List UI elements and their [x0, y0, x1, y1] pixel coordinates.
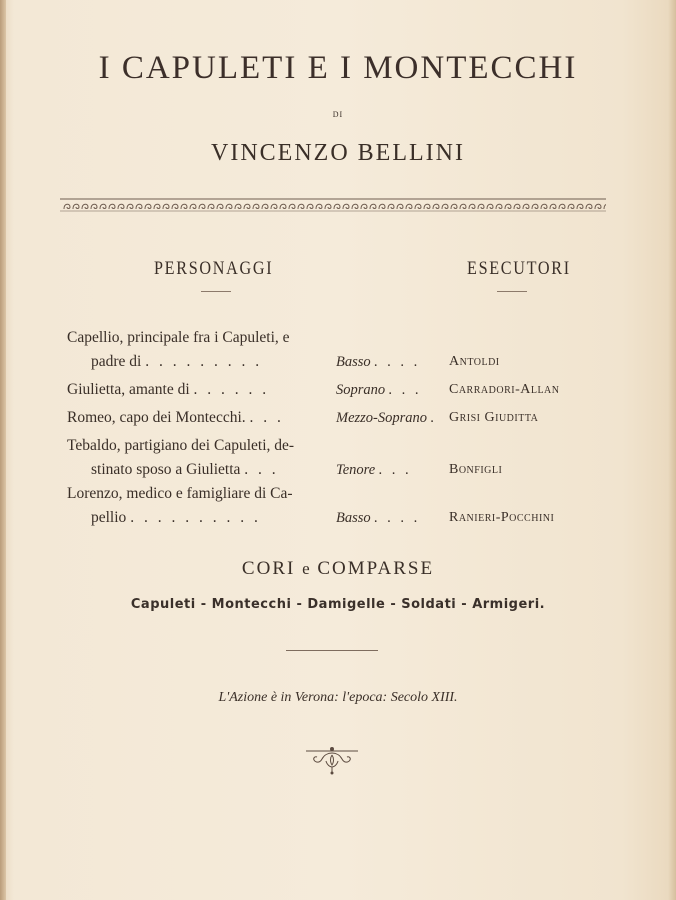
- band-motif: [154, 204, 160, 209]
- role-description: [67, 482, 337, 530]
- band-motif: [469, 204, 475, 209]
- band-motif: [280, 204, 286, 209]
- singer-name: Carradori-Allan: [449, 382, 560, 397]
- band-motif: [289, 204, 295, 209]
- role-desc-line2: [67, 350, 337, 374]
- fleuron-tailpiece-icon: [302, 745, 362, 775]
- personaggi-heading: PERSONAGGI: [154, 258, 274, 279]
- band-motif: [334, 204, 340, 209]
- band-motif: [370, 204, 376, 209]
- page-spine-edge: [0, 0, 6, 900]
- voice-type-text: Tenore: [336, 462, 376, 478]
- band-motif: [442, 204, 448, 209]
- band-motif: [190, 204, 196, 209]
- leader-dots: . . . . . . . . .: [145, 353, 263, 370]
- voice-dots: .: [430, 410, 438, 426]
- voice-type-text: Basso: [336, 510, 371, 526]
- singer-name: Ranieri-Pocchini: [449, 510, 555, 525]
- role-desc-line2-text: stinato sposo a Giulietta: [91, 461, 241, 478]
- role-description: [67, 406, 337, 430]
- role-desc-line2-text: padre di: [91, 353, 142, 370]
- esecutori-heading: ESECUTORI: [467, 258, 571, 279]
- band-motif: [433, 204, 439, 209]
- band-motif: [397, 204, 403, 209]
- voice-type: [336, 406, 437, 430]
- band-motif: [163, 204, 169, 209]
- band-motif: [559, 204, 565, 209]
- singer-name: Bonfigli: [449, 462, 503, 477]
- opera-title: I CAPULETI E I MONTECCHI: [98, 50, 578, 86]
- leader-dots: . . . . . .: [193, 381, 270, 398]
- cori-word: CORI: [241, 558, 296, 579]
- band-motif: [226, 204, 232, 209]
- role-desc-line1: Romeo, capo dei Montecchi.: [67, 409, 246, 426]
- band-motif: [343, 204, 349, 209]
- singer-name: Grisi Giuditta: [449, 410, 539, 425]
- ornamental-band-icon: [60, 197, 606, 213]
- band-motif: [451, 204, 457, 209]
- band-motif: [136, 204, 142, 209]
- voice-dots: . . . .: [374, 354, 421, 370]
- page-right-edge: [668, 0, 676, 900]
- role-desc-line1-wrap: [67, 378, 337, 402]
- leader-dots: . . . . . . . . . .: [130, 509, 261, 526]
- band-motif: [586, 204, 592, 209]
- cori-conjunction: e: [302, 559, 311, 578]
- voice-type: [336, 458, 412, 482]
- esecutori-rule: [497, 291, 527, 292]
- band-motif: [577, 204, 583, 209]
- band-motif: [460, 204, 466, 209]
- role-desc-line1: Tebaldo, partigiano dei Capuleti, de-: [67, 437, 295, 454]
- role-desc-line1: Capellio, principale fra i Capuleti, e: [67, 329, 290, 346]
- voice-type-text: Basso: [336, 354, 371, 370]
- role-desc-line1: Lorenzo, medico e famigliare di Ca-: [67, 485, 293, 502]
- voice-type: [336, 350, 421, 374]
- comparse-word: COMPARSE: [317, 558, 435, 579]
- band-motif: [145, 204, 151, 209]
- band-motif: [217, 204, 223, 209]
- band-motif: [406, 204, 412, 209]
- band-motif: [181, 204, 187, 209]
- leader-dots: . . .: [249, 409, 284, 426]
- band-motif: [496, 204, 502, 209]
- band-motif: [118, 204, 124, 209]
- band-motif: [253, 204, 259, 209]
- voice-type: [336, 506, 421, 530]
- setting-note: L'Azione è in Verona: l'epoca: Secolo XIII.: [218, 690, 458, 705]
- band-motif: [298, 204, 304, 209]
- band-motif: [532, 204, 538, 209]
- band-motif: [415, 204, 421, 209]
- role-desc-line2: [67, 458, 337, 482]
- band-motif: [73, 204, 79, 209]
- voice-type: [336, 378, 422, 402]
- voice-type-text: Soprano: [336, 382, 386, 398]
- band-motif: [568, 204, 574, 209]
- band-motif: [487, 204, 493, 209]
- role-description: [67, 434, 337, 482]
- voice-dots: . . .: [388, 382, 422, 398]
- role-description: [67, 326, 337, 374]
- band-motif: [478, 204, 484, 209]
- band-motif: [127, 204, 133, 209]
- voice-dots: . . . .: [374, 510, 421, 526]
- band-motif: [361, 204, 367, 209]
- singer-name: Antoldi: [449, 354, 500, 369]
- section-divider: [286, 650, 378, 651]
- band-motif: [541, 204, 547, 209]
- band-motif: [604, 204, 606, 209]
- band-motif: [262, 204, 268, 209]
- band-motif: [271, 204, 277, 209]
- band-motif: [109, 204, 115, 209]
- band-motif: [244, 204, 250, 209]
- role-desc-line2: [67, 506, 337, 530]
- by-word: DI: [332, 110, 344, 119]
- voice-type-text: Mezzo-Soprano: [336, 410, 428, 426]
- band-motif: [388, 204, 394, 209]
- band-motif: [82, 204, 88, 209]
- band-motif: [100, 204, 106, 209]
- band-motif: [352, 204, 358, 209]
- band-motif: [325, 204, 331, 209]
- band-motif: [235, 204, 241, 209]
- band-motif: [172, 204, 178, 209]
- band-motif: [505, 204, 511, 209]
- band-motif: [514, 204, 520, 209]
- cori-heading: [0, 558, 676, 580]
- role-desc-line2-text: pellio: [91, 509, 127, 526]
- role-description: [67, 378, 337, 402]
- role-desc-line1: Giulietta, amante di: [67, 381, 190, 398]
- leader-dots: . . .: [244, 461, 279, 478]
- band-motif: [523, 204, 529, 209]
- voice-dots: . . .: [378, 462, 412, 478]
- role-desc-line1-wrap: [67, 406, 337, 430]
- composer-name: VINCENZO BELLINI: [211, 140, 465, 166]
- band-motif: [208, 204, 214, 209]
- band-motif: [424, 204, 430, 209]
- band-motif: [316, 204, 322, 209]
- cori-list: Capuleti - Montecchi - Damigelle - Soldati - Armigeri.: [130, 597, 546, 612]
- band-motif: [199, 204, 205, 209]
- band-motif: [91, 204, 97, 209]
- band-motif: [379, 204, 385, 209]
- band-motif: [64, 204, 70, 209]
- band-motif: [307, 204, 313, 209]
- personaggi-rule: [201, 291, 231, 292]
- band-motif: [550, 204, 556, 209]
- band-motif: [595, 204, 601, 209]
